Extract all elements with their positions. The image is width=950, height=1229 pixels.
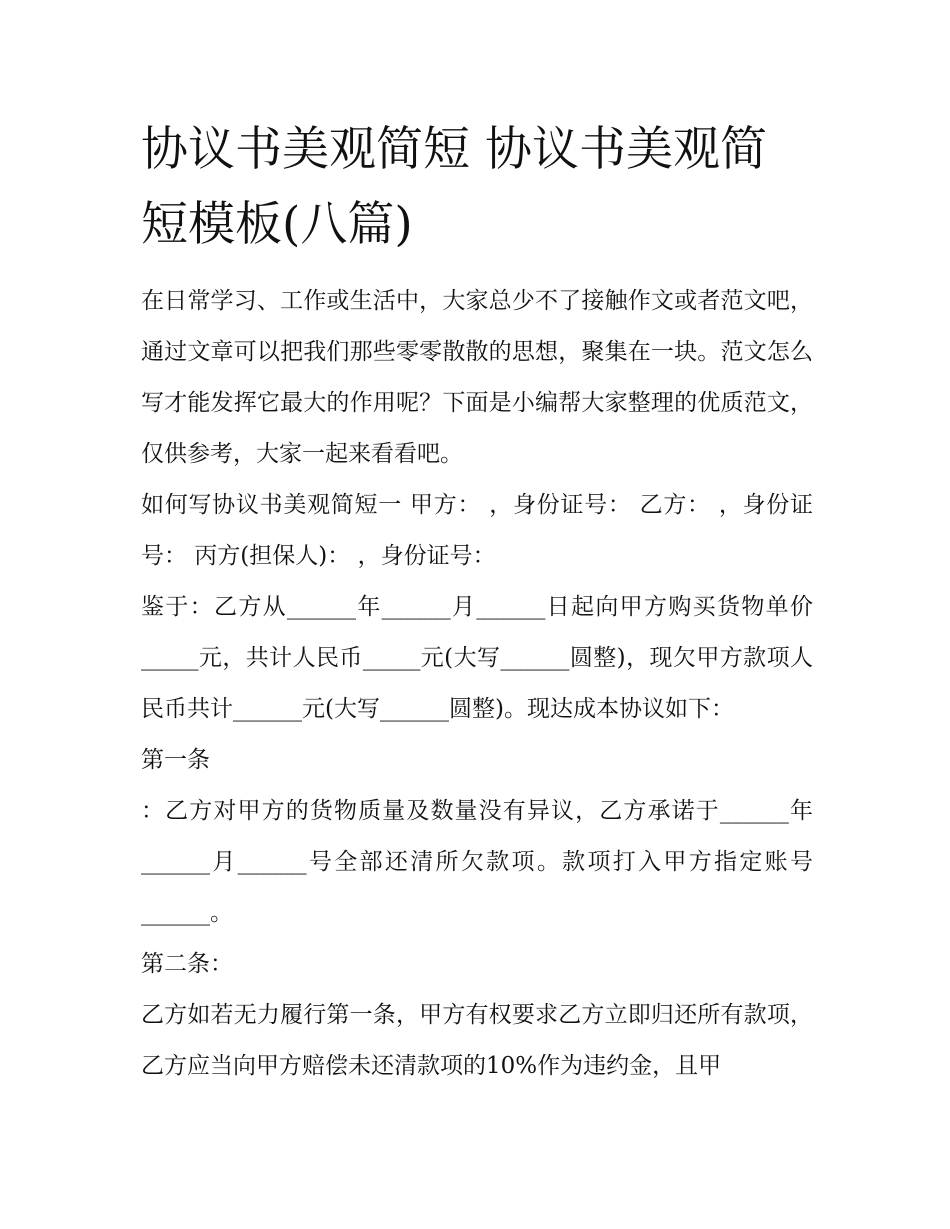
article-one-heading: 第一条 [141,747,210,773]
document-title: 协议书美观简短 协议书美观简短模板(八篇) [141,122,767,252]
intro-paragraph: 在日常学习、工作或生活中，大家总少不了接触作文或者范文吧，通过文章可以把我们那些零零散散的思想，聚集在一块。范文怎么写才能发挥它最大的作用呢？下面是小编帮大家整理的优质范文，仅供参考，大家一起来看看吧。 [141,288,813,467]
parties-paragraph: 如何写协议书美观简短一 甲方： ，身份证号： 乙方： ，身份证号： 丙方(担保人)： ，身份证号： [141,492,813,569]
document-page [141,112,813,1092]
article-two-paragraph: 乙方如若无力履行第一条，甲方有权要求乙方立即归还所有款项，乙方应当向甲方赔偿未还清款项的10%作为违约金，且甲 [141,1002,813,1079]
article-one-paragraph: ：乙方对甲方的货物质量及数量没有异议，乙方承诺于______年______月______号全部还清所欠款项。款项打入甲方指定账号______。 [141,798,813,926]
whereas-paragraph: 鉴于：乙方从______年______月______日起向甲方购买货物单价_____元，共计人民币_____元(大写______圆整)，现欠甲方款项人民币共计______元(大写______圆整)。现达成本协议如下： [141,594,813,722]
article-two-heading: 第二条： [141,951,233,977]
